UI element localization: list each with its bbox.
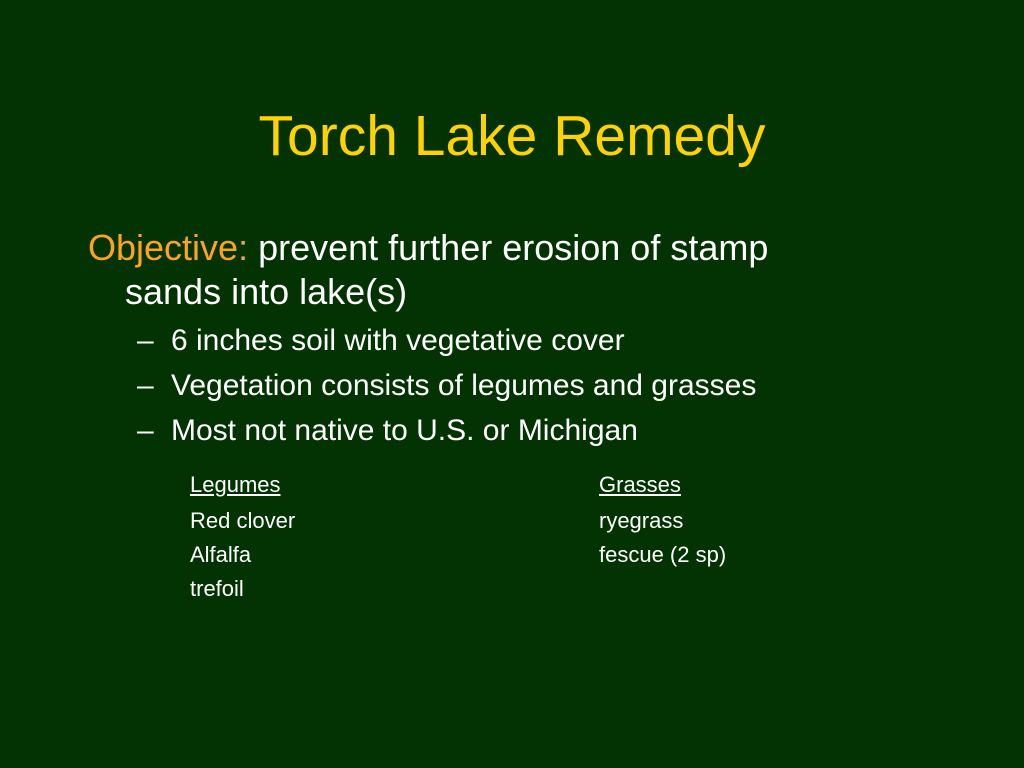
legumes-column [190, 468, 295, 606]
sub-bullet-text: Vegetation consists of legumes and grasses [171, 369, 757, 402]
grass-item: fescue (2 sp) [599, 542, 727, 567]
sub-bullet [137, 363, 756, 408]
sub-bullet-text: 6 inches soil with vegetative cover [171, 324, 625, 357]
objective-text-line2: sands into lake(s) [125, 271, 408, 312]
slide-title: Torch Lake Remedy [258, 104, 766, 168]
legume-item: trefoil [190, 576, 244, 601]
sub-bullet-text: Most not native to U.S. or Michigan [171, 414, 638, 447]
sub-bullet [137, 408, 756, 453]
objective-paragraph [88, 226, 948, 314]
grass-item: ryegrass [599, 508, 684, 533]
bullet-dash: – [137, 369, 154, 402]
objective-text-line1: prevent further erosion of stamp [258, 227, 769, 268]
grasses-header: Grasses [599, 472, 681, 497]
bullet-dash: – [137, 414, 154, 447]
sub-bullet [137, 318, 756, 363]
sub-bullet-list [137, 318, 756, 453]
grasses-column [599, 468, 726, 572]
legume-item: Alfalfa [190, 542, 252, 567]
legume-item: Red clover [190, 508, 296, 533]
objective-label: Objective: [88, 227, 249, 268]
legumes-header: Legumes [190, 472, 281, 497]
bullet-dash: – [137, 324, 154, 357]
